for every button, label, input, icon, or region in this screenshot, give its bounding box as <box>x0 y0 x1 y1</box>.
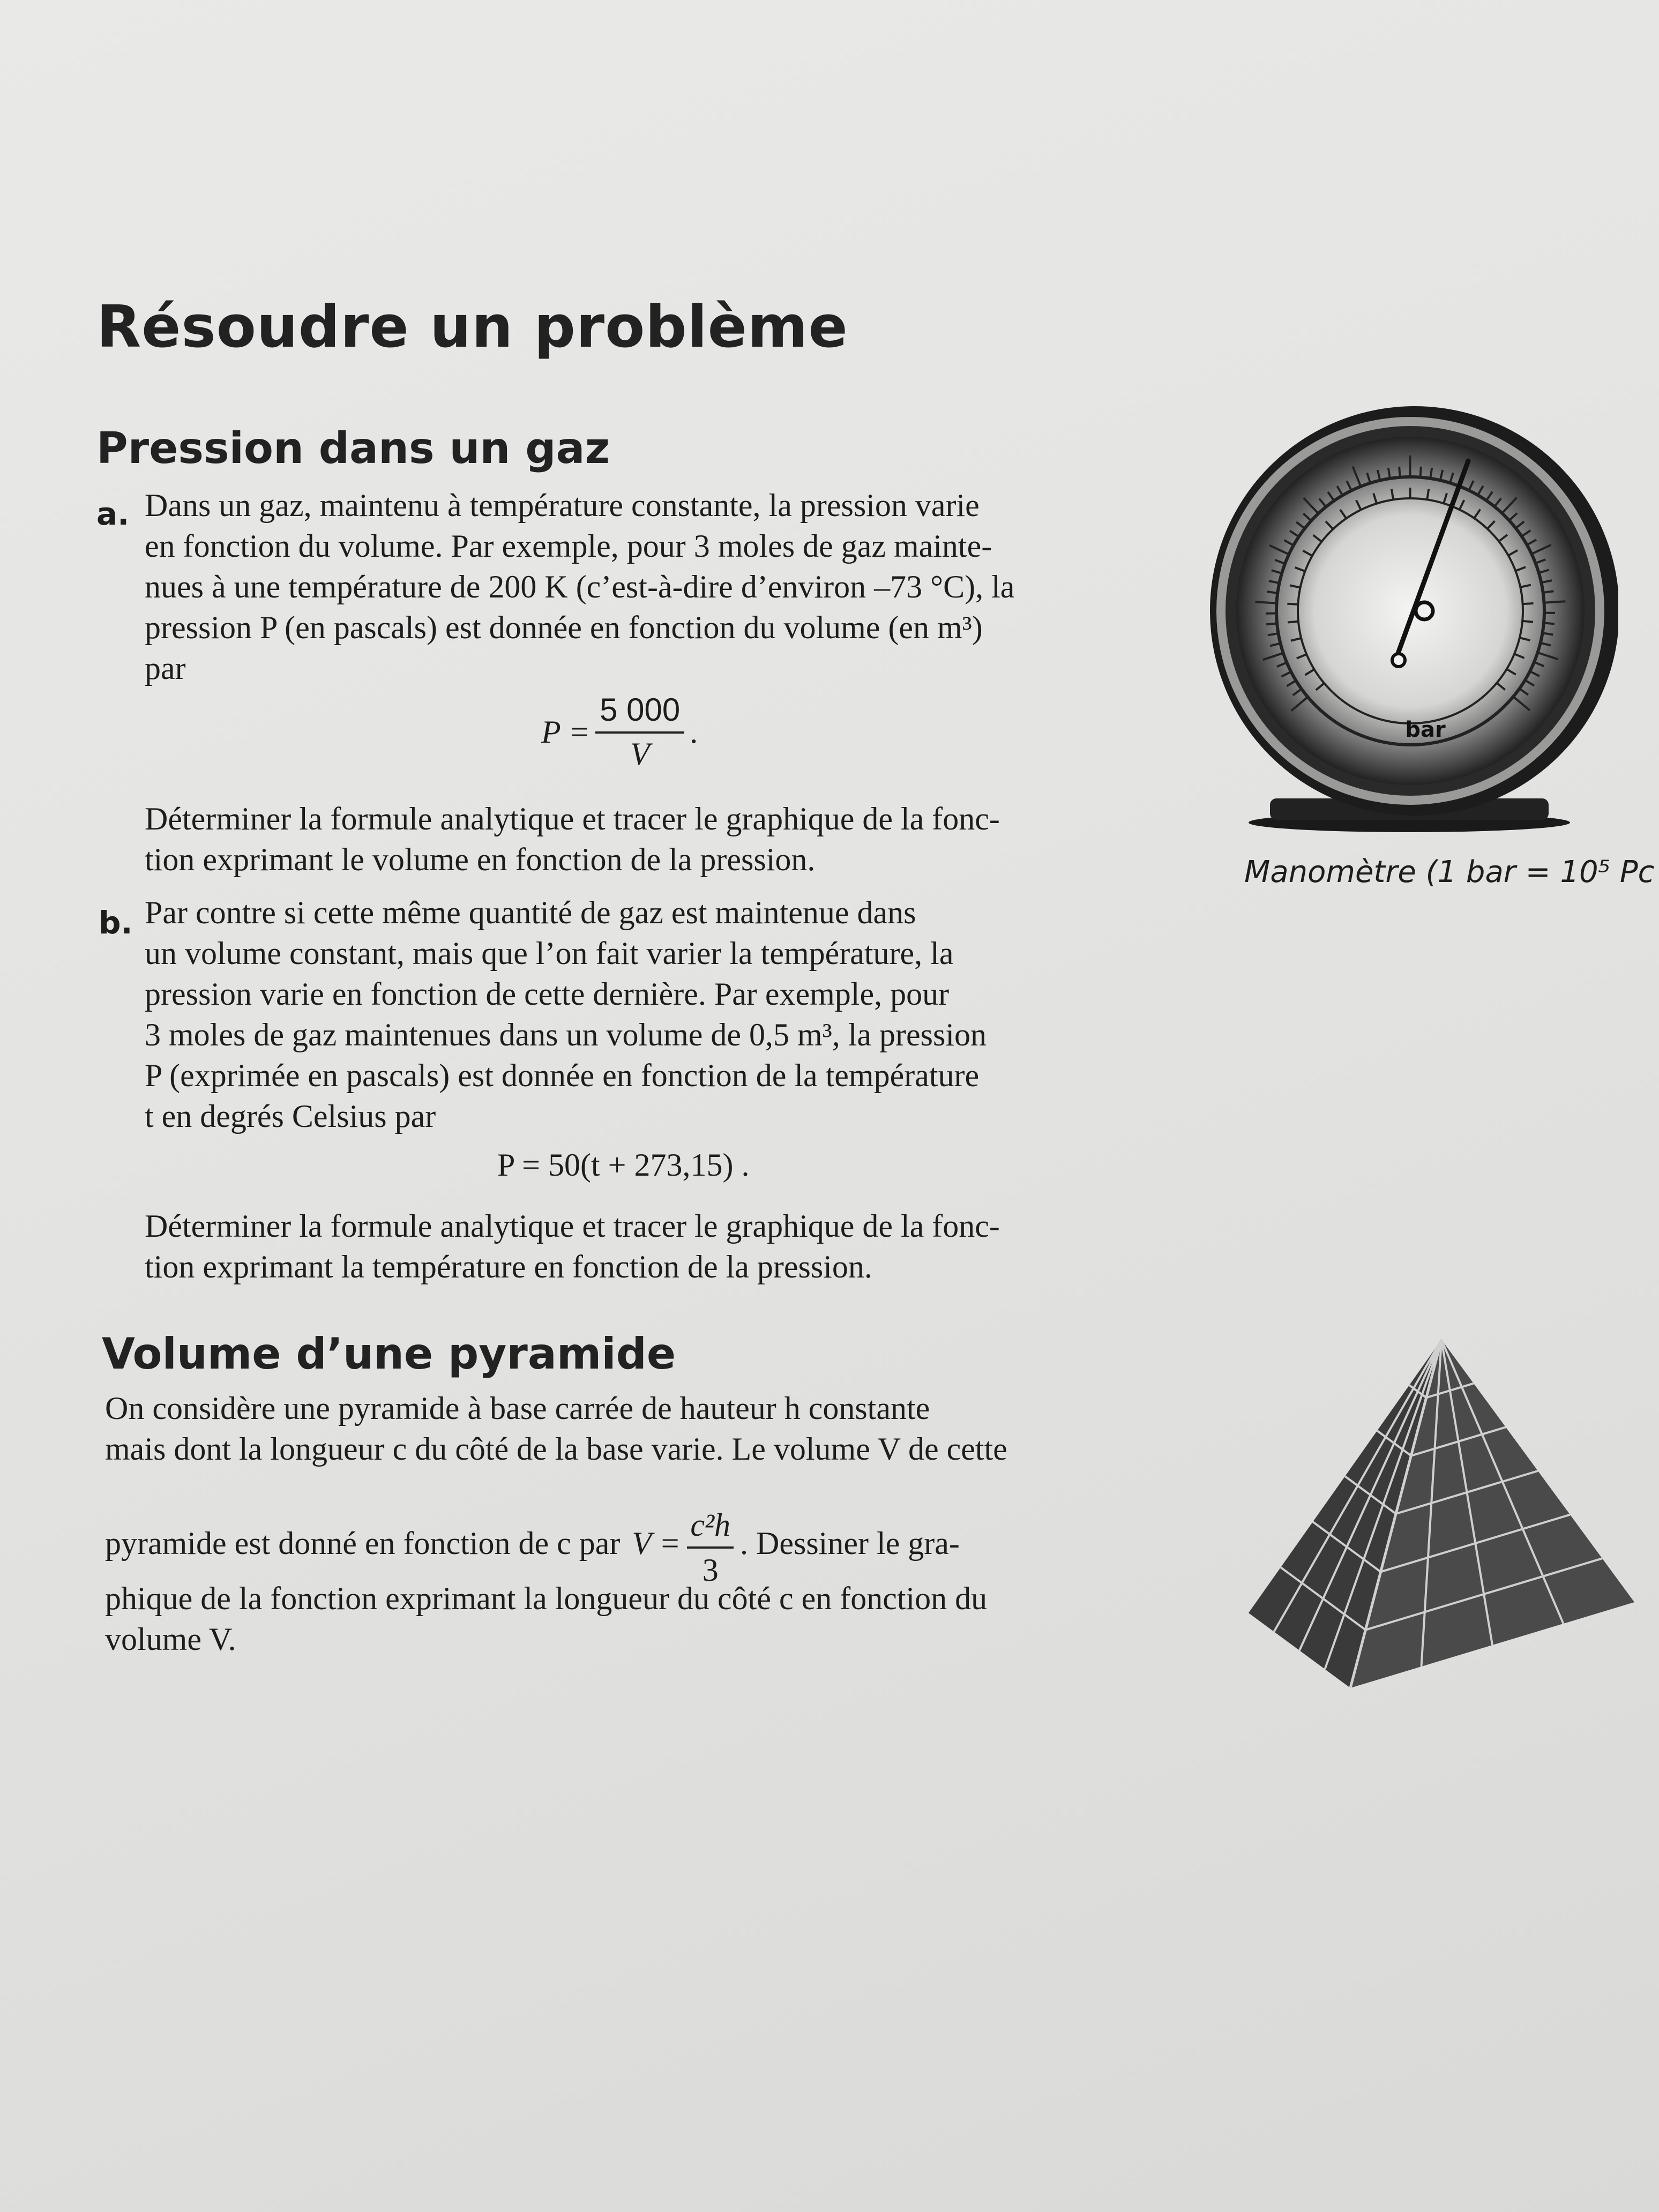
section-title-gas-pressure: Pression dans un gaz <box>96 423 610 473</box>
pyramid-icon <box>1243 1334 1640 1693</box>
text-line: Dans un gaz, maintenu à température constante, la pression varie <box>145 488 980 523</box>
manometer-illustration <box>1200 386 1618 841</box>
text-line: nues à une température de 200 K (c’est-à-dire d’environ –73 °C), la <box>145 569 1015 604</box>
text-line: un volume constant, mais que l’on fait varier la température, la <box>145 936 954 971</box>
pyramid-volume-fraction <box>687 1505 734 1590</box>
manometer-caption: Manomètre (1 bar = 10⁵ Pc <box>1244 855 1655 890</box>
text-line: On considère une pyramide à base carrée de hauteur h constante <box>105 1391 930 1426</box>
pyramid-text-3 <box>105 1578 1150 1660</box>
dial-label: bar <box>1405 718 1446 742</box>
text-line: phique de la fonction exprimant la longueur du côté c en fonction du <box>105 1581 988 1616</box>
formula-lhs: P = <box>541 714 591 750</box>
item-a-task <box>145 798 1136 880</box>
pyramid-illustration <box>1243 1334 1640 1693</box>
formula-pressure-temperature: P = 50(t + 273,15) . <box>497 1147 750 1183</box>
fraction-denominator: 3 <box>702 1552 719 1588</box>
fraction-denominator: V <box>630 736 650 772</box>
formula-lhs: V = <box>632 1526 681 1561</box>
formula-end: . <box>690 714 698 750</box>
item-b-label: b. <box>99 905 133 941</box>
gauge-tick <box>1544 601 1566 602</box>
formula-pressure-volume <box>541 691 698 773</box>
text-segment: . Dessiner le gra- <box>740 1526 960 1561</box>
gauge-inner-tick <box>1522 621 1533 622</box>
text-line: tion exprimant le volume en fonction de la pression. <box>145 842 816 877</box>
text-line: volume V. <box>105 1621 236 1657</box>
text-segment: pyramide est donné en fonction de c par <box>105 1526 621 1561</box>
text-line: t en degrés Celsius par <box>145 1098 436 1134</box>
page-title: Résoudre un problème <box>96 294 848 361</box>
fraction-numerator: c²h <box>687 1505 734 1549</box>
gauge-tick <box>1544 623 1555 624</box>
text-line: Par contre si cette même quantité de gaz est maintenue dans <box>145 895 916 930</box>
gauge-tick <box>1255 602 1276 603</box>
text-line: pression varie en fonction de cette dernière. Par exemple, pour <box>145 976 950 1012</box>
text-line: Déterminer la formule analytique et tracer le graphique de la fonc- <box>145 801 1000 836</box>
item-a-text <box>145 485 1136 689</box>
gauge-tick <box>1266 623 1277 624</box>
manometer-icon <box>1200 386 1618 841</box>
item-b-task <box>145 1206 1141 1287</box>
pyramid-text-2 <box>105 1500 1150 1586</box>
gauge-tick <box>1267 592 1277 593</box>
text-line: P (exprimée en pascals) est donnée en fonction de la température <box>145 1058 980 1093</box>
item-a-label: a. <box>96 496 130 532</box>
section-title-pyramid-volume: Volume d’une pyramide <box>102 1329 676 1379</box>
text-line: mais dont la longueur c du côté de la base varie. Le volume V de cette <box>105 1431 1007 1467</box>
text-line: par <box>145 651 186 686</box>
formula-fraction <box>595 691 684 773</box>
text-line: 3 moles de gaz maintenues dans un volume de 0,5 m³, la pression <box>145 1017 987 1052</box>
text-line: pression P (en pascals) est donnée en fonction du volume (en m³) <box>145 610 983 645</box>
item-b-text <box>145 892 1141 1137</box>
fraction-numerator: 5 000 <box>595 691 684 734</box>
text-line: en fonction du volume. Par exemple, pour 3 moles de gaz mainte- <box>145 528 992 564</box>
gauge-tick <box>1420 467 1421 477</box>
gauge-inner-tick <box>1523 603 1534 604</box>
gauge-tick <box>1543 591 1554 593</box>
gauge-inner-tick <box>1288 622 1298 623</box>
text-line: tion exprimant la température en fonction de la pression. <box>145 1249 872 1284</box>
text-line: Déterminer la formule analytique et tracer le graphique de la fonc- <box>145 1208 1000 1244</box>
pyramid-text-1 <box>105 1388 1150 1469</box>
gauge-tick <box>1399 467 1400 477</box>
